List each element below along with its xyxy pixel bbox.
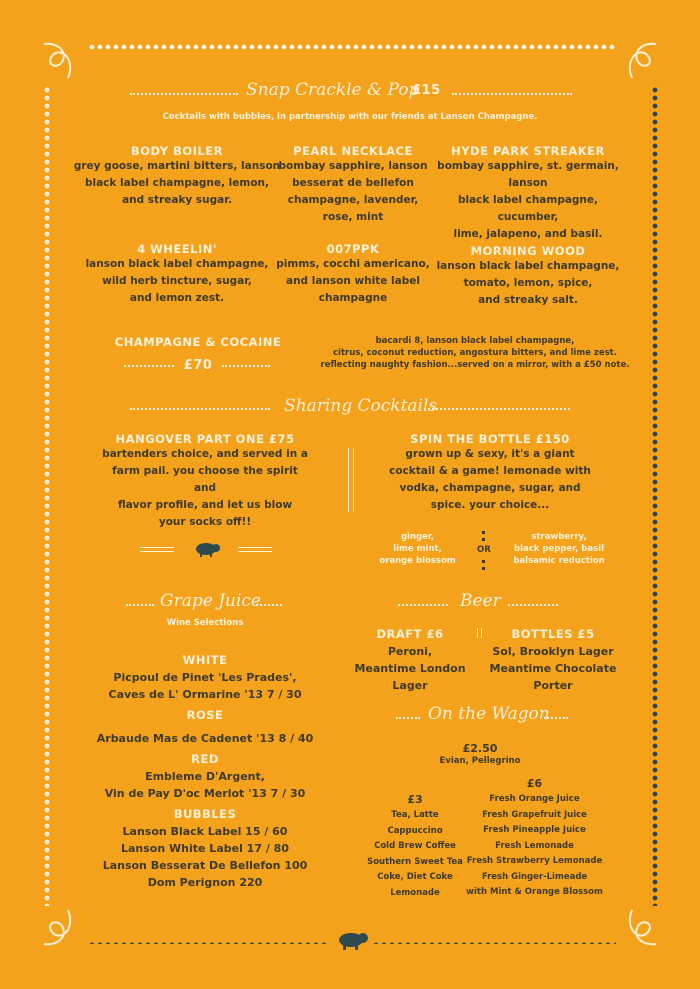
border-bottom-right [372, 938, 616, 944]
drink: Coke, Diet Coke [377, 872, 453, 882]
cocktail-name: 007PPK [326, 242, 380, 256]
cocktail-line: besserat de bellefon [292, 177, 414, 189]
double-rule [238, 547, 272, 552]
cocktail-line: champagne, lavender, [287, 194, 419, 206]
drink: Fresh Grapefruit Juice [482, 809, 587, 820]
grape-subtitle: Wine Selections [166, 618, 244, 628]
cocktail-item [428, 244, 628, 309]
corner-flourish-bottom-right [614, 906, 662, 950]
option: lime mint, [393, 544, 442, 554]
section-title-beer: Beer [460, 591, 501, 611]
pig-icon [334, 929, 370, 951]
divider [396, 717, 420, 719]
hangover-item [100, 432, 310, 531]
divider [126, 604, 154, 606]
cocktail-item [268, 144, 438, 226]
section-title-sharing: Sharing Cocktails [284, 396, 438, 416]
wine-line: Lanson Black Label 15 / 60 [122, 825, 288, 838]
item-line: bartenders choice, and served in a [102, 448, 308, 460]
snap-subtitle: Cocktails with bubbles, in partnership with our friends at Lanson Champagne. [162, 112, 538, 122]
divider [544, 717, 568, 719]
cocktail-line: rose, mint [322, 211, 384, 223]
corner-flourish-top-right [614, 38, 662, 82]
cocaine-desc [320, 335, 630, 371]
item-line: your socks off!! [158, 516, 252, 528]
cocktail-line: and streaky salt. [478, 294, 578, 306]
bottles-beer [478, 626, 628, 694]
cocktail-name: MORNING WOOD [470, 244, 586, 258]
item-name: SPIN THE BOTTLE £150 [410, 432, 570, 446]
cocktail-line: tomato, lemon, spice, [463, 277, 593, 289]
item-line: grown up & sexy, it's a giant [405, 448, 575, 460]
wine-line: Lanson White Label 17 / 80 [121, 842, 289, 855]
wagon-left [360, 793, 470, 901]
drink: Fresh Ginger-Limeade [481, 871, 588, 882]
wagon-right [462, 777, 607, 901]
cocktail-line: lime, jalapeno, and basil. [453, 228, 603, 240]
cocktail-item [268, 242, 438, 307]
beer-line: Meantime London Lager [354, 662, 466, 692]
cocaine-name: CHAMPAGNE & COCAINE [114, 335, 282, 349]
item-line: spice. your choice... [430, 499, 550, 511]
drink: Cold Brew Coffee [374, 841, 456, 851]
desc-line: bacardi 8, lanson black label champagne, [375, 336, 575, 346]
wagon-left-price: £3 [407, 793, 423, 806]
beer-head-bottles: BOTTLES £5 [511, 627, 595, 641]
divider [130, 408, 270, 410]
water-list: Evian, Pellegrino [439, 756, 521, 766]
section-title-wagon: On the Wagon [428, 704, 550, 724]
item-name: HANGOVER PART ONE £75 [115, 432, 295, 446]
snap-price: £15 [412, 83, 441, 98]
wine-head-bubbles: BUBBLES [173, 807, 237, 821]
drink: Southern Sweet Tea [367, 856, 463, 867]
double-rule [140, 547, 174, 552]
or-label: OR [477, 545, 491, 555]
cocktail-line: grey goose, martini bitters, lanson [73, 160, 281, 172]
cocktail-line: lanson black label champagne, [436, 260, 620, 272]
section-title-grape: Grape Juice [160, 591, 261, 611]
item-line: flavor profile, and let us blow [117, 499, 293, 511]
wine-head-rose: ROSE [186, 708, 224, 722]
option: orange blossom [379, 556, 456, 566]
pig-icon [192, 540, 222, 558]
desc-line: citrus, coconut reduction, angostura bitters, and lime zest. [333, 348, 617, 358]
cocktail-line: champagne [318, 292, 388, 304]
option: balsamic reduction [513, 556, 605, 566]
divider [508, 604, 558, 606]
cocktail-line: black label champagne, cucumber, [457, 194, 599, 223]
or-dots-bottom [482, 560, 488, 570]
item-line: vodka, champagne, sugar, and [399, 482, 581, 494]
drink: Fresh Pineapple Juice [483, 825, 586, 835]
option-right [504, 531, 614, 567]
divider [428, 408, 570, 410]
border-right [652, 86, 658, 906]
cocktail-name: PEARL NECKLACE [293, 144, 413, 158]
beer-head-draft: DRAFT £6 [376, 627, 444, 641]
wine-head-white: WHITE [182, 653, 228, 667]
divider [222, 365, 270, 367]
option: ginger, [400, 532, 435, 542]
wine-line: Embleme D'Argent, [145, 770, 265, 783]
beer-line: Meantime Chocolate Porter [489, 662, 617, 692]
wagon-right-price: £6 [526, 777, 543, 790]
cocktail-name: HYDE PARK STREAKER [451, 144, 605, 158]
wine-head-red: RED [191, 752, 219, 766]
wine-line: Caves de L' Ormarine '13 7 / 30 [108, 688, 302, 701]
drink: Fresh Lemonade [495, 840, 574, 851]
border-bottom [88, 938, 328, 944]
divider [256, 604, 282, 606]
cocktail-item [72, 242, 282, 307]
draft-beer [340, 626, 480, 694]
water [420, 742, 540, 767]
cocktail-line: bombay sapphire, lanson [278, 160, 428, 172]
cocktail-line: bombay sapphire, st. germain, lanson [437, 160, 619, 189]
drink: Cappuccino [387, 825, 443, 836]
wine-line: Dom Perignon 220 [147, 876, 263, 889]
wine-list [90, 652, 320, 891]
vertical-rule [348, 448, 354, 512]
option: strawberry, [531, 532, 587, 542]
divider [398, 604, 448, 606]
corner-flourish-top-left [38, 38, 86, 82]
cocktail-line: and lemon zest. [129, 292, 225, 304]
border-left [44, 86, 50, 906]
corner-flourish-bottom-left [38, 906, 86, 950]
option: black pepper, basil [513, 544, 604, 554]
wine-line: Picpoul de Pinet 'Les Prades', [113, 671, 297, 684]
wine-line: Vin de Pay D'oc Merlot '13 7 / 30 [104, 787, 306, 800]
drink: Tea, Latte [391, 810, 439, 820]
item-line: farm pail. you choose the spirit and [112, 465, 298, 494]
beer-line: Peroni, [387, 645, 433, 658]
cocktail-line: and streaky sugar. [122, 194, 232, 206]
wine-line: Arbaude Mas de Cadenet '13 8 / 40 [96, 732, 314, 745]
cocktail-name: 4 WHEELIN' [137, 242, 217, 256]
or-dots-top [482, 531, 488, 541]
water-price: £2.50 [462, 742, 498, 755]
cocktail-item [428, 144, 628, 243]
divider [452, 93, 572, 95]
desc-line: reflecting naughty fashion...served on a mirror, with a £50 note. [320, 360, 630, 370]
border-top [88, 44, 616, 50]
drink: with Mint & Orange Blossom [466, 887, 603, 897]
spin-item [385, 432, 595, 514]
cocktail-line: black label champagne, lemon, [84, 177, 270, 189]
divider [124, 365, 174, 367]
drink: Fresh Strawberry Lemonade [466, 856, 603, 866]
cocktail-line: pimms, cocchi americano, [276, 258, 430, 270]
divider [130, 93, 238, 95]
wine-line: Lanson Besserat De Bellefon 100 [102, 859, 308, 872]
cocktail-name: BODY BOILER [131, 144, 223, 158]
cocktail-item [72, 144, 282, 209]
item-line: cocktail & a game! lemonade with [389, 465, 591, 477]
cocaine-price: £70 [183, 358, 213, 373]
cocktail-line: and lanson white label [286, 275, 420, 287]
drink: Lemonade [390, 887, 440, 898]
drink: Fresh Orange Juice [489, 794, 580, 804]
section-title-snap: Snap Crackle & Pop [246, 80, 420, 100]
option-left [370, 531, 465, 567]
cocktail-line: lanson black label champagne, [85, 258, 269, 270]
beer-line: Sol, Brooklyn Lager [492, 645, 614, 658]
cocktail-line: wild herb tincture, sugar, [102, 275, 252, 287]
